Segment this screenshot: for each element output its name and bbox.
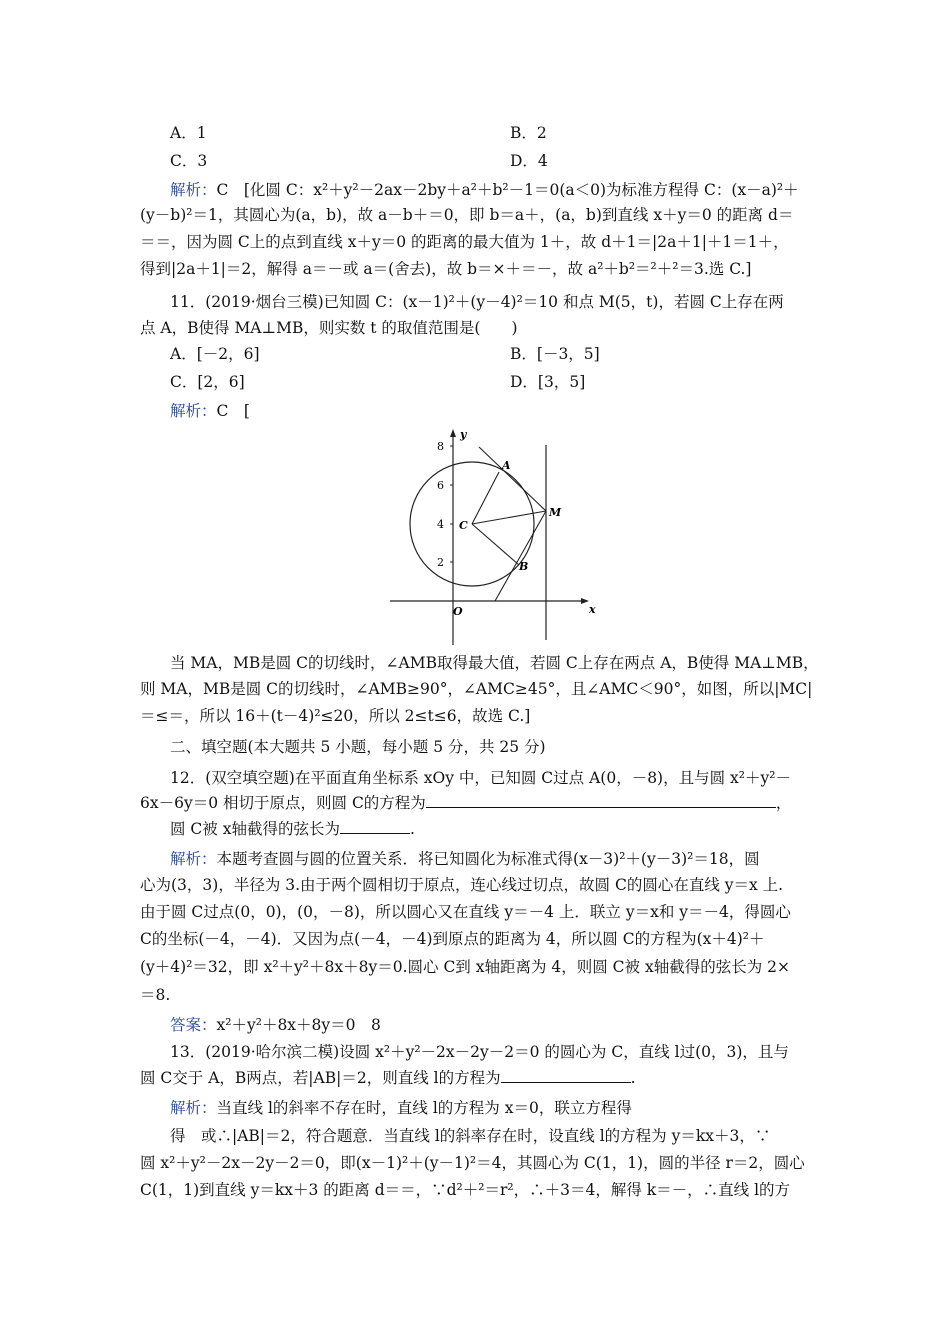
q11-option-c: C．[2，6]: [170, 373, 245, 391]
q12-solution-line-6: ＝8.: [140, 986, 171, 1004]
segment-cm: [472, 511, 546, 524]
circle-tangent-figure: [385, 425, 605, 650]
tick-label-2: 2: [437, 556, 444, 569]
q12-answer: 答案：x²＋y²＋8x＋8y＝0 8: [170, 1016, 381, 1034]
q13-stem-line-2: 圆 C交于 A，B两点，若|AB|＝2，则直线 l的方程为 .: [140, 1069, 636, 1087]
label-a: A: [502, 459, 511, 472]
label-x: x: [589, 603, 596, 616]
label-origin: O: [453, 605, 463, 618]
y-axis-arrow: [450, 429, 456, 437]
q12-solution-line-5: (y＋4)²＝32，即 x²＋y²＋8x＋8y＝0.圆心 C到 x轴距离为 4，则圆 C被 x轴截得的弦长为 2×: [140, 958, 790, 976]
jiexi-label: 解析：: [170, 850, 217, 868]
q12-blank-2[interactable]: [340, 819, 410, 834]
q10-solution-line-1: 解析：C [化圆 C：x²＋y²－2ax－2by＋a²＋b²－1＝0(a＜0)为标准方程得 C：(x－a)²＋: [170, 181, 799, 199]
q12-stem-line-1: 12．(双空填空题)在平面直角坐标系 xOy 中，已知圆 C过点 A(0，－8)，且与圆 x²＋y²－: [170, 769, 791, 787]
tick-label-8: 8: [437, 440, 444, 453]
q10-solution-line-2: (y－b)²＝1，其圆心为(a，b)，故 a－b＋＝0，即 b＝a＋，(a，b)到直线 x＋y＝0 的距离 d＝: [140, 206, 794, 224]
q10-option-a: A．1: [170, 124, 207, 142]
tangent-line-mb: [495, 511, 546, 601]
label-m: M: [549, 506, 562, 519]
q10-option-d: D．4: [510, 152, 548, 170]
q12-stem-line-3: 圆 C被 x轴截得的弦长为 .: [170, 820, 415, 838]
jiexi-label: 解析：: [170, 181, 217, 199]
q10-option-b: B．2: [510, 124, 547, 142]
q13-blank[interactable]: [501, 1068, 631, 1083]
q13-solution-line-3: 圆 x²＋y²－2x－2y－2＝0，即(x－1)²＋(y－1)²＝4，其圆心为 C(1，1)，圆的半径 r＝2，圆心: [140, 1154, 805, 1172]
q12-stem-line-2: 6x－6y＝0 相切于原点，则圆 C的方程为 ，: [140, 794, 792, 812]
tangent-line-ma: [479, 447, 546, 511]
q13-solution-line-2: 得 或∴|AB|＝2，符合题意．当直线 l的斜率存在时，设直线 l的方程为 y＝kx＋3，∵: [170, 1127, 771, 1145]
segment-ca: [472, 472, 499, 524]
q11-solution-start: 解析：C [: [170, 402, 250, 420]
q11-solution-line-3: ＝≤＝，所以 16＋(t－4)²≤20，所以 2≤t≤6，故选 C.]: [140, 707, 531, 725]
tick-label-4: 4: [437, 518, 444, 531]
q11-stem-line-2: 点 A，B使得 MA⊥MB，则实数 t 的取值范围是( ): [140, 319, 518, 337]
q12-solution-line-4: C的坐标(－4，－4)．又因为点(－4，－4)到原点的距离为 4，所以圆 C的方程为(x＋4)²＋: [140, 930, 765, 948]
label-y: y: [460, 428, 467, 441]
q12-blank-1[interactable]: [426, 793, 776, 808]
section-2-heading: 二、填空题(本大题共 5 小题，每小题 5 分，共 25 分): [170, 738, 546, 756]
q11-solution-line-2: 则 MA，MB是圆 C的切线时，∠AMB≥90°，∠AMC≥45°，且∠AMC＜90°，如图，所以|MC|: [140, 680, 813, 698]
jiexi-label: 解析：: [170, 1099, 217, 1117]
jiexi-label: 解析：: [170, 402, 217, 420]
tick-label-6: 6: [437, 479, 444, 492]
q12-solution-line-2: 心为(3，3)，半径为 3.由于两个圆相切于原点，连心线过切点，故圆 C的圆心在直线 y＝x 上.: [140, 876, 784, 894]
q10-solution-line-4: 得到|2a＋1|＝2，解得 a＝－或 a＝(舍去)，故 b＝×＋＝－，故 a²＋b²＝²＋²＝3.选 C.]: [140, 260, 752, 278]
q13-solution-line-1: 解析：当直线 l的斜率不存在时，直线 l的方程为 x＝0，联立方程得: [170, 1099, 632, 1117]
segment-cb: [472, 524, 519, 565]
q10-option-c: C．3: [170, 152, 208, 170]
x-axis-arrow: [581, 598, 589, 604]
answer-label: 答案：: [170, 1016, 217, 1034]
q10-solution-line-3: ＝＝，因为圆 C上的点到直线 x＋y＝0 的距离的最大值为 1＋，故 d＋1＝|2a＋1|＋1＝1＋，: [140, 233, 789, 251]
q11-option-d: D．[3，5]: [510, 373, 586, 391]
q13-stem-line-1: 13．(2019·哈尔滨二模)设圆 x²＋y²－2x－2y－2＝0 的圆心为 C，直线 l过(0，3)，且与: [170, 1043, 789, 1061]
q11-solution-line-1: 当 MA，MB是圆 C的切线时，∠AMB取得最大值，若圆 C上存在两点 A，B使得 MA⊥MB，: [170, 654, 819, 672]
q11-option-b: B．[－3，5]: [510, 345, 600, 363]
q13-solution-line-4: C(1，1)到直线 y＝kx＋3 的距离 d＝＝，∵d²＋²＝r²，∴＋3＝4，解得 k＝－，∴直线 l的方: [140, 1181, 791, 1199]
q11-option-a: A．[－2，6]: [170, 345, 260, 363]
q11-stem-line-1: 11．(2019·烟台三模)已知圆 C：(x－1)²＋(y－4)²＝10 和点 M(5，t)，若圆 C上存在两: [170, 293, 784, 311]
q12-solution-line-1: 解析：本题考查圆与圆的位置关系．将已知圆化为标准式得(x－3)²＋(y－3)²＝18，圆: [170, 850, 760, 868]
q12-solution-line-3: 由于圆 C过点(0，0)，(0，－8)，所以圆心又在直线 y＝－4 上．联立 y＝x和 y＝－4，得圆心: [140, 903, 791, 921]
label-b: B: [519, 560, 529, 573]
label-c: C: [459, 519, 468, 532]
